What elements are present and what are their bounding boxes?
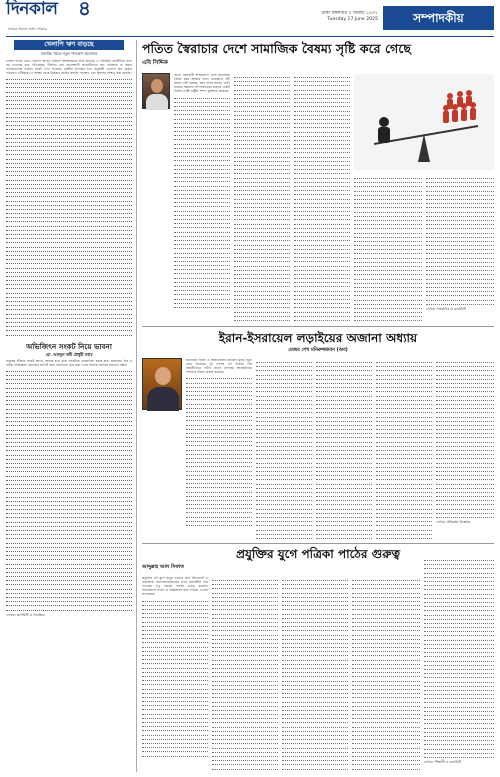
column-divider	[136, 40, 137, 772]
article-left-body	[6, 359, 132, 617]
article2-headline: ইরান-ইসরায়েল লড়াইয়ের অজানা অধ্যায়	[218, 331, 418, 345]
author-photo	[142, 73, 170, 109]
page-number: ৪	[78, 0, 91, 20]
section-rule	[142, 326, 494, 327]
article1-column-5	[426, 174, 494, 324]
article2-column-1	[186, 358, 252, 540]
editorial-body	[6, 59, 132, 336]
article1-column-3	[294, 73, 350, 323]
article3-column-3	[282, 576, 348, 770]
article1-column-2	[234, 73, 290, 323]
editorial-text-lines	[6, 76, 132, 336]
section-title: সম্পাদকীয়	[383, 6, 494, 30]
article1-lead: বিগত স্বৈরাচারী শাসনামলে দেশে সামাজিক বৈষম্য চরম আকার ধারণ করেছিল। ধনী আরও ধনী হয়েছে, আর গরিব আরও গরিব হয়েছে। ক্ষমতার অপব্যবহারের মাধ্যমে একটি বিশেষ গোষ্ঠী রাষ্ট্রীয় সম্পদ কুক্ষিগত করেছে।	[174, 73, 230, 94]
article1-signature: লেখক: সাংবাদিক ও কলামিস্ট	[426, 306, 466, 311]
left-column	[6, 40, 132, 769]
logo-tagline: সত্যের সন্ধানে সর্বদা সোচ্চার	[8, 27, 47, 31]
article2-column-3	[316, 358, 372, 540]
newspaper-logo: দিনকাল	[6, 0, 58, 19]
article-left-signature: লেখক: কলামিস্ট ও প্রাবন্ধিক	[6, 612, 45, 617]
article3-byline: আব্দুল্লাহ আল সিফাত	[142, 565, 184, 570]
single-figure	[378, 117, 390, 143]
article3-lead: প্রযুক্তির এই যুগে মানুষ তথ্যের জন্য ইন্টারনেট ও সামাজিক যোগাযোগমাধ্যমের ওপর নির্ভরশীল হয়ে পড়েছে। তবু পত্রিকা পাঠের গুরুত্ব কমেনি। নির্ভরযোগ্য সংবাদ ও বিশ্লেষণের জন্য পত্রিকা এখনো অপরিহার্য।	[142, 576, 208, 597]
article2-signature: লেখক: প্রতিরক্ষা বিশ্লেষক	[436, 520, 471, 525]
author-photo	[142, 358, 182, 410]
article3-column-2	[212, 576, 278, 770]
editorial-subtitle: ব্যাংকিং খাতে নতুন পদক্ষেপ প্রয়োজন	[40, 50, 98, 56]
article3-headline: প্রযুক্তির যুগে পত্রিকা পাঠের গুরুত্ব	[236, 547, 400, 561]
date-bengali: ঢাকা মঙ্গলবার ৩ আষাঢ় ১৪৩২	[321, 11, 378, 16]
article3-column-4	[352, 576, 420, 770]
article3-signature: লেখক: শিক্ষার্থী ও কলামিস্ট	[424, 759, 462, 764]
article-left-byline: মো. আবদুল বারী চৌধুরী নবাব	[45, 351, 93, 357]
article-left-text: মানুষের জীবনে সংকট আসে, আবার চলে যায়। সংকটকে মোকাবিলা করার জন্য প্রয়োজন ধৈর্য ও সঠিক পরিকল্পনা। সমাজের প্রতিটি স্তরে সচেতনতা বৃদ্ধি করা গেলে অনেক সমস্যার সমাধান সম্ভব।	[6, 358, 132, 367]
editorial-text: দেশের ব্যাংক খাতে খেলাপি ঋণের পরিমাণ আশঙ্কাজনক হারে বাড়ছে। এ পরিস্থিতি অর্থনীতির জন্য বড় চ্যালেঞ্জ হয়ে দাঁড়িয়েছে। দীর্ঘদিন ধরে প্রভাবশালী ঋণগ্রহীতারা ঋণ পরিশোধ না করায় ব্যাংকগুলোর তারল্য সংকট দেখা দিয়েছে। কেন্দ্রীয় ব্যাংকের তথ্য অনুযায়ী খেলাপি ঋণ রেকর্ড পরিমাণে পৌঁছেছে। এ অবস্থা থেকে উত্তরণে কঠোর আইনি পদক্ষেপ এবং সুশাসন নিশ্চিত করা জরুরি।	[6, 58, 132, 75]
article1-column-4	[354, 174, 422, 324]
date-english: Tuesday 17 June 2025	[327, 17, 378, 22]
article1-headline: পতিত স্বৈরাচার দেশে সামাজিক বৈষম্য সৃষ্টি করে গেছে	[142, 41, 412, 56]
header-rule	[6, 36, 494, 37]
article3-column-5	[424, 556, 494, 770]
masthead	[6, 0, 494, 36]
section-rule	[142, 543, 494, 544]
inequality-scale-illustration	[354, 74, 494, 170]
article2-byline: মেজর শেখ মনিরুজ্জামান (অব)	[288, 348, 348, 353]
date-block	[282, 11, 378, 23]
article2-column-4	[376, 358, 432, 540]
article1-byline: এবি সিদ্দিক	[142, 60, 168, 66]
article1-column-1	[174, 73, 230, 323]
article2-column-2	[256, 358, 312, 540]
editorial-title: খেলাপি ঋণ বাড়ছে	[14, 40, 124, 50]
article2-column-5	[436, 358, 494, 540]
article2-lead: মধ্যপ্রাচ্যে ইরান ও ইসরায়েলের মধ্যকার দ্বন্দ্ব নতুন মোড় নিয়েছে। দুই দেশের এই সংঘাত বিশ্ব রাজনীতিতে গভীর প্রভাব ফেলছে। আন্তর্জাতিক সম্প্রদায় উদ্বেগ প্রকাশ করেছে।	[186, 358, 252, 375]
article-left-text-lines	[6, 368, 132, 611]
article-left-headline: অভিজিৎন সংকট নিয়ে ভাবনা	[26, 341, 112, 351]
article3-column-1	[142, 576, 208, 770]
